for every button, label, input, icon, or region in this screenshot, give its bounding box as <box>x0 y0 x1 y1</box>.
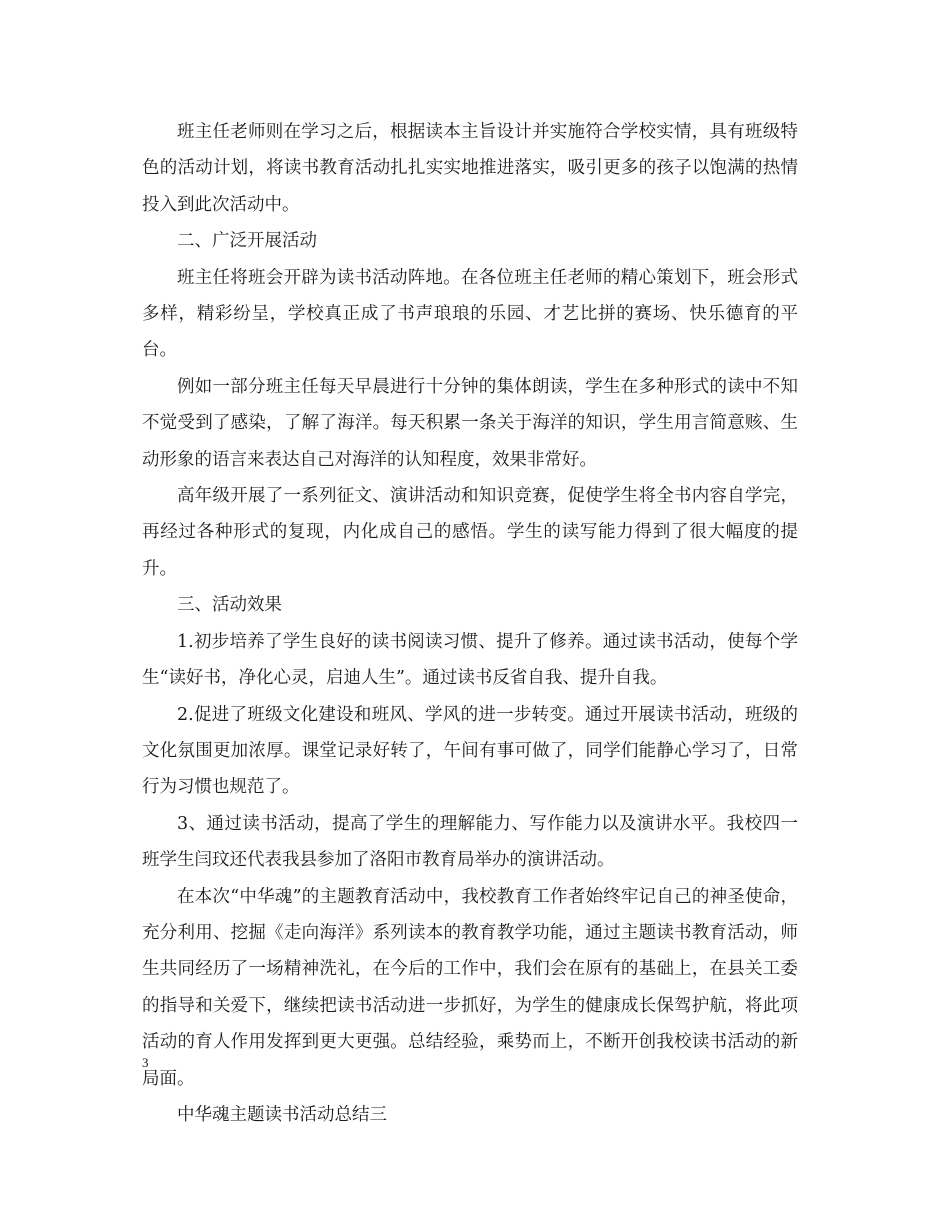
section-heading: 中华魂主题读书活动总结三 <box>177 1104 387 1125</box>
paragraph: 班主任老师则在学习之后，根据读本主旨设计并实施符合学校实情，具有班级特色的活动计划，将读书教育活动扎扎实实地推进落实，吸引更多的孩子以饱满的热情投入到此次活动中。 <box>142 122 798 215</box>
paragraph: 在本次“中华魂”的主题教育活动中，我校教育工作者始终牢记自己的神圣使命，充分利用、挖掘《走向海洋》系列读本的教育教学功能，通过主题读书教育活动，师生共同经历了一场精神洗礼，在今后的工作中，我们会在原有的基础上，在县关工委的指导和关爱下，继续把读书活动进一步抓好，为学生的健康成长保驾护航，将此项活动的育人作用发挥到更大更强。总结经验，乘势而上，不断开创我校读书活动的新局面。 <box>142 886 798 1089</box>
document-body <box>142 114 798 1133</box>
section-heading: 三、活动效果 <box>177 595 282 616</box>
paragraph: 2.促进了班级文化建设和班风、学风的进一步转变。通过开展读书活动，班级的文化氛围更加浓厚。课堂记录好转了，午间有事可做了，同学们能静心学习了，日常行为习惯也规范了。 <box>142 704 798 798</box>
paragraph: 例如一部分班主任每天早晨进行十分钟的集体朗读，学生在多种形式的读中不知不觉受到了感染，了解了海洋。每天积累一条关于海洋的知识，学生用言简意赅、生动形象的语言来表达自己对海洋的认知程度，效果非常好。 <box>142 376 798 470</box>
paragraph: 高年级开展了一系列征文、演讲活动和知识竞赛，促使学生将全书内容自学完，再经过各种形式的复现，内化成自己的感悟。学生的读写能力得到了很大幅度的提升。 <box>142 486 798 579</box>
paragraph: 1.初步培养了学生良好的读书阅读习惯、提升了修养。通过读书活动，使每个学生“读好书，净化心灵，启迪人生”。通过读书反省自我、提升自我。 <box>142 631 798 689</box>
paragraph: 班主任将班会开辟为读书活动阵地。在各位班主任老师的精心策划下，班会形式多样，精彩纷呈，学校真正成了书声琅琅的乐园、才艺比拼的赛场、快乐德育的平台。 <box>142 267 798 361</box>
page-number: 3 <box>142 1055 149 1070</box>
paragraph: 3、通过读书活动，提高了学生的理解能力、写作能力以及演讲水平。我校四一班学生闫玟还代表我县参加了洛阳市教育局举办的演讲活动。 <box>142 813 798 871</box>
section-heading: 二、广泛开展活动 <box>177 231 317 252</box>
